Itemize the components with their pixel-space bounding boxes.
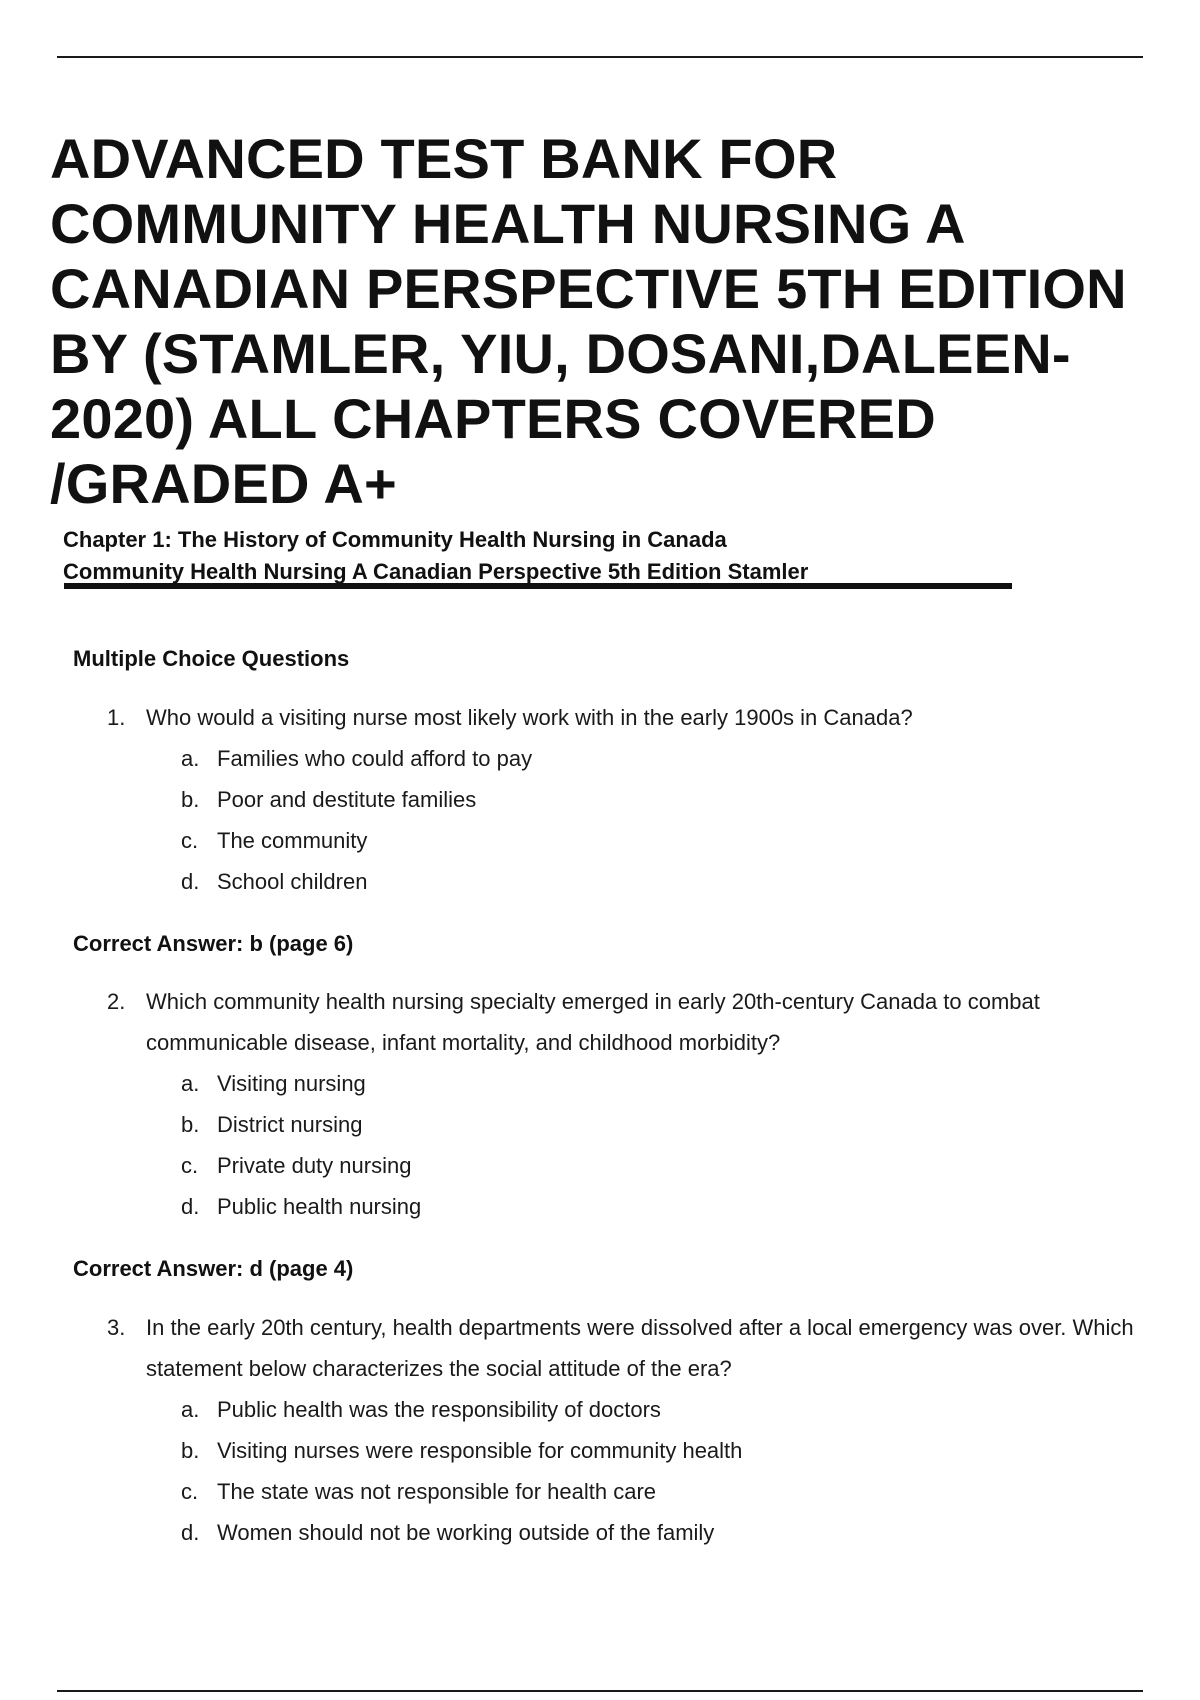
option-letter: a.	[181, 1071, 200, 1096]
question-text: Who would a visiting nurse most likely work with in the early 1900s in Canada?	[146, 705, 913, 730]
title-line: COMMUNITY HEALTH NURSING A	[50, 192, 966, 255]
chapter-header	[63, 524, 808, 588]
book-subtitle: Community Health Nursing A Canadian Perspective 5th Edition Stamler	[63, 559, 809, 584]
chapter-title: Chapter 1: The History of Community Health Nursing in Canada	[63, 527, 727, 552]
option-b	[107, 779, 1177, 820]
option-text: Families who could afford to pay	[217, 746, 533, 771]
question-number: 1.	[107, 705, 126, 730]
title-line: ADVANCED TEST BANK FOR	[50, 127, 838, 190]
option-d	[107, 1512, 1177, 1553]
option-letter: c.	[181, 1479, 199, 1504]
title-line: CANADIAN PERSPECTIVE 5TH EDITION	[50, 257, 1127, 320]
question-stem	[107, 981, 1177, 1063]
correct-answer-2: Correct Answer: d (page 4)	[73, 1256, 354, 1281]
question-number: 2.	[107, 989, 126, 1014]
bottom-divider	[57, 1690, 1143, 1692]
option-text: Visiting nursing	[217, 1071, 366, 1096]
question-text: In the early 20th century, health departments were dissolved after a local emergency was over. Which statement below characterizes the social attitude of the era?	[146, 1315, 1134, 1381]
option-c	[107, 1145, 1177, 1186]
title-line: /GRADED A+	[50, 452, 397, 515]
option-text: Public health nursing	[217, 1194, 422, 1219]
option-letter: d.	[181, 1194, 200, 1219]
option-c	[107, 1471, 1177, 1512]
option-a	[107, 1063, 1177, 1104]
question-stem	[107, 697, 1177, 738]
option-c	[107, 820, 1177, 861]
option-text: The state was not responsible for health care	[217, 1479, 657, 1504]
question-1	[107, 697, 1177, 902]
option-list	[107, 1063, 1177, 1227]
top-divider	[57, 56, 1143, 58]
option-text: Public health was the responsibility of doctors	[217, 1397, 661, 1422]
option-letter: a.	[181, 746, 200, 771]
option-b	[107, 1104, 1177, 1145]
option-text: District nursing	[217, 1112, 363, 1137]
option-list	[107, 1389, 1177, 1553]
question-3	[107, 1307, 1177, 1553]
option-text: Private duty nursing	[217, 1153, 412, 1178]
option-a	[107, 1389, 1177, 1430]
option-text: Women should not be working outside of the family	[217, 1520, 715, 1545]
option-text: Visiting nurses were responsible for community health	[217, 1438, 743, 1463]
title-line: BY (STAMLER, YIU, DOSANI,DALEEN-	[50, 322, 1071, 385]
correct-answer-1: Correct Answer: b (page 6)	[73, 931, 354, 956]
document-title	[50, 126, 1160, 516]
option-b	[107, 1430, 1177, 1471]
option-letter: d.	[181, 869, 200, 894]
option-d	[107, 1186, 1177, 1227]
option-list	[107, 738, 1177, 902]
option-letter: d.	[181, 1520, 200, 1545]
chapter-divider	[64, 583, 1012, 589]
question-text: Which community health nursing specialty emerged in early 20th-century Canada to combat communicable disease, infant mortality, and childhood morbidity?	[146, 989, 1040, 1055]
option-letter: a.	[181, 1397, 200, 1422]
option-letter: b.	[181, 1112, 200, 1137]
option-text: School children	[217, 869, 368, 894]
question-2	[107, 981, 1177, 1227]
title-line: 2020) ALL CHAPTERS COVERED	[50, 387, 936, 450]
option-a	[107, 738, 1177, 779]
question-stem	[107, 1307, 1177, 1389]
section-heading: Multiple Choice Questions	[73, 646, 350, 671]
option-text: Poor and destitute families	[217, 787, 477, 812]
option-letter: c.	[181, 1153, 199, 1178]
question-number: 3.	[107, 1315, 126, 1340]
option-d	[107, 861, 1177, 902]
option-letter: b.	[181, 1438, 200, 1463]
option-text: The community	[217, 828, 368, 853]
option-letter: c.	[181, 828, 199, 853]
option-letter: b.	[181, 787, 200, 812]
